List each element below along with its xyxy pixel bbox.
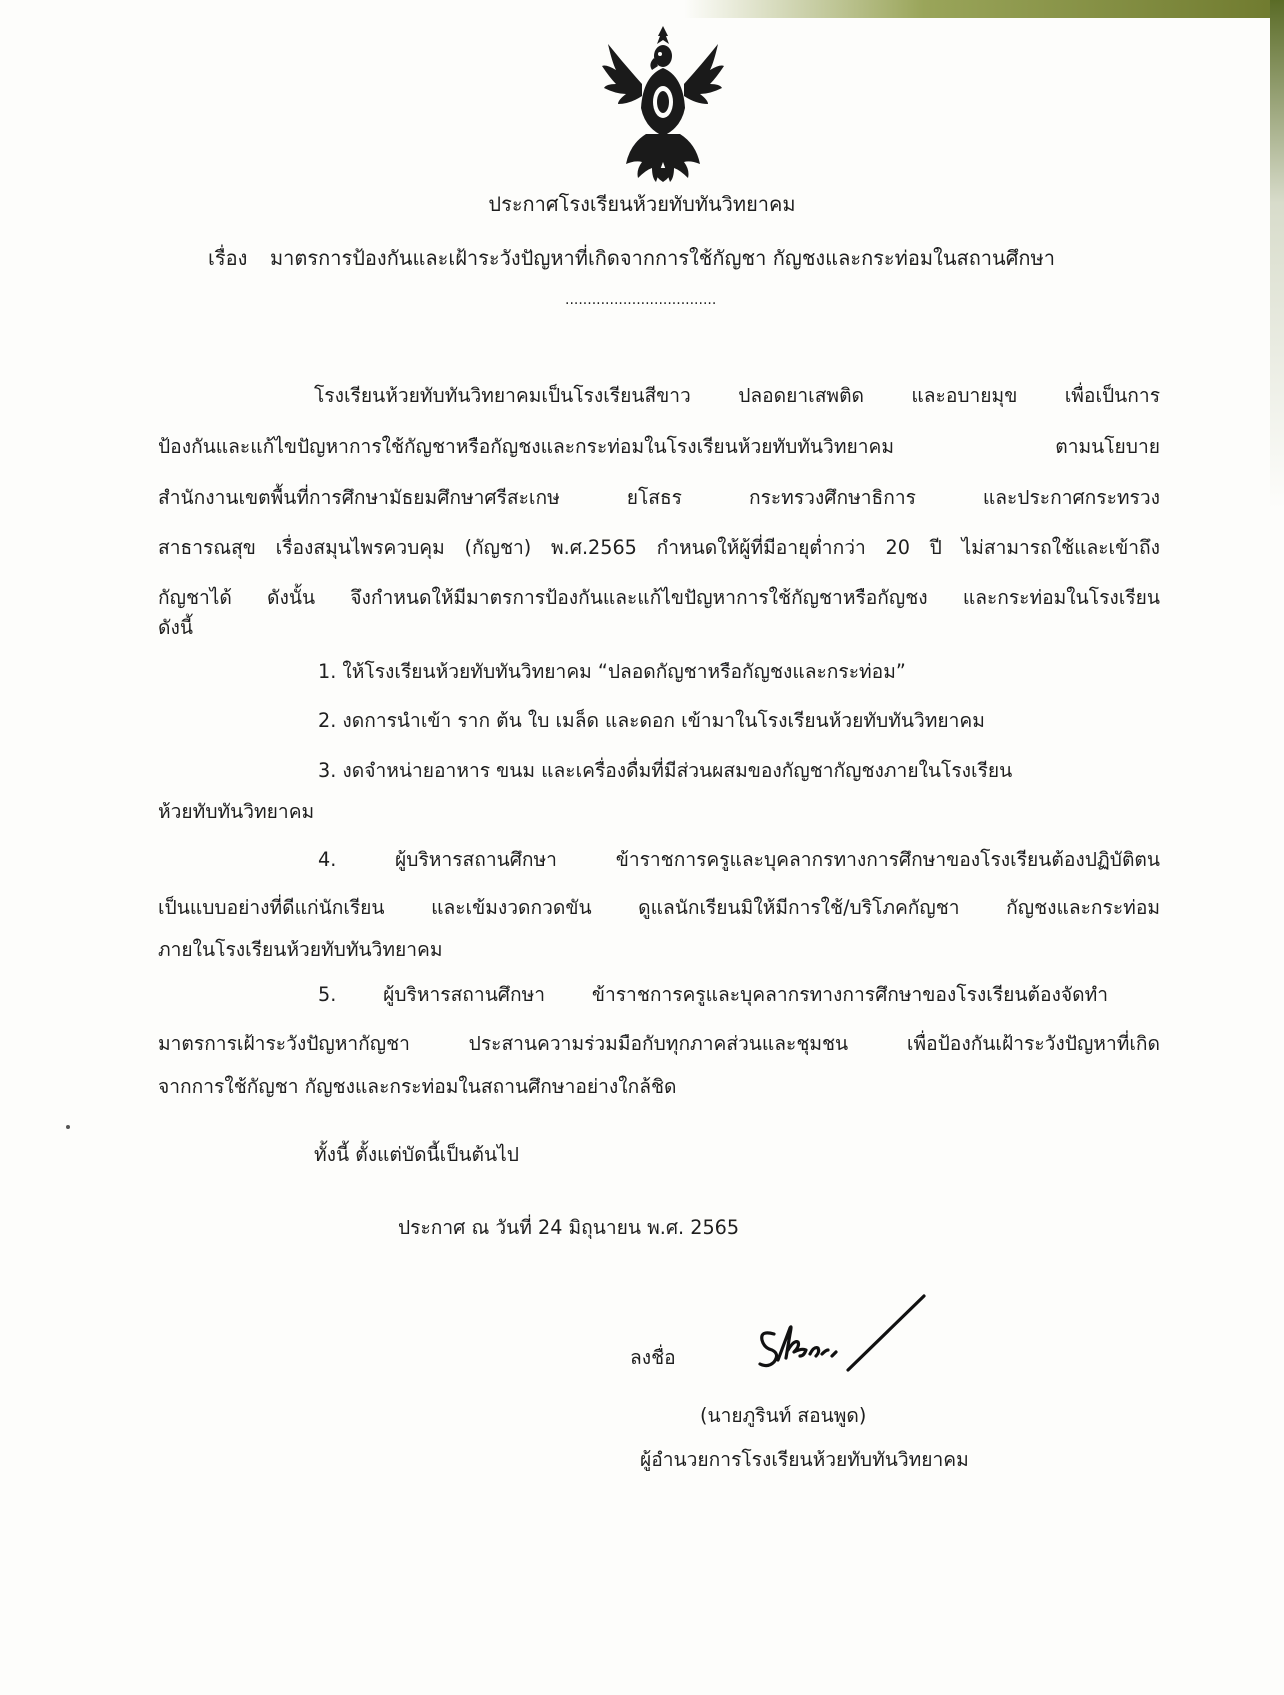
scan-speck [66, 1125, 70, 1129]
intro-line: สำนักงานเขตพื้นที่การศึกษามัธยมศึกษาศรีสะเกษ ยโสธร กระทรวงศึกษาธิการ และประกาศกระทรวง [158, 486, 1160, 509]
measure-item-5: 5. ผู้บริหารสถานศึกษา ข้าราชการครูและบุคลากรทางการศึกษาของโรงเรียนต้องจัดทำ [318, 983, 1108, 1006]
effective-date-text: ทั้งนี้ ตั้งแต่บัดนี้เป็นต้นไป [314, 1143, 519, 1166]
measure-item-4: 4. ผู้บริหารสถานศึกษา ข้าราชการครูและบุคลากรทางการศึกษาของโรงเรียนต้องปฏิบัติตน [318, 848, 1160, 871]
measure-item-1: 1. ให้โรงเรียนห้วยทับทันวิทยาคม “ปลอดกัญชาหรือกัญชงและกระท่อม” [318, 660, 906, 683]
intro-line: โรงเรียนห้วยทับทันวิทยาคมเป็นโรงเรียนสีขาว ปลอดยาเสพติด และอบายมุข เพื่อเป็นการ [314, 384, 1160, 407]
page-title: ประกาศโรงเรียนห้วยทับทันวิทยาคม [488, 192, 796, 216]
announcement-date: ประกาศ ณ วันที่ 24 มิถุนายน พ.ศ. 2565 [398, 1216, 740, 1239]
signer-name: (นายภูรินท์ สอนพูด) [700, 1404, 867, 1427]
measure-item-5-cont: มาตรการเฝ้าระวังปัญหากัญชา ประสานความร่วมมือกับทุกภาคส่วนและชุมชน เพื่อป้องกันเฝ้าระวังปัญหาที่เกิด [158, 1032, 1160, 1055]
intro-line: สาธารณสุข เรื่องสมุนไพรควบคุม (กัญชา) พ.ศ.2565 กำหนดให้ผู้ที่มีอายุต่ำกว่า 20 ปี ไม่สามารถใช้และเข้าถึง [158, 536, 1160, 559]
intro-line: กัญชาได้ ดังนั้น จึงกำหนดให้มีมาตรการป้องกันและแก้ไขปัญหาการใช้กัญชาหรือกัญชง และกระท่อมในโรงเรียน [158, 586, 1160, 609]
intro-line: ป้องกันและแก้ไขปัญหาการใช้กัญชาหรือกัญชงและกระท่อมในโรงเรียนห้วยทับทันวิทยาคม ตามนโยบาย [158, 435, 1160, 458]
subject-text: มาตรการป้องกันและเฝ้าระวังปัญหาที่เกิดจากการใช้กัญชา กัญชงและกระท่อมในสถานศึกษา [270, 246, 1055, 270]
measure-item-4-cont: ภายในโรงเรียนห้วยทับทันวิทยาคม [158, 938, 443, 961]
intro-line: ดังนี้ [158, 616, 193, 639]
title-separator: .................................. [565, 292, 717, 308]
measure-item-3-cont: ห้วยทับทันวิทยาคม [158, 800, 315, 823]
subject-label: เรื่อง [208, 246, 248, 270]
sign-label: ลงชื่อ [630, 1346, 676, 1369]
measure-item-2: 2. งดการนำเข้า ราก ต้น ใบ เมล็ด และดอก เข้ามาในโรงเรียนห้วยทับทันวิทยาคม [318, 709, 985, 732]
measure-item-3: 3. งดจำหน่ายอาหาร ขนม และเครื่องดื่มที่มีส่วนผสมของกัญชากัญชงภายในโรงเรียน [318, 759, 1013, 782]
signer-title: ผู้อำนวยการโรงเรียนห้วยทับทันวิทยาคม [640, 1448, 969, 1471]
measure-item-4-cont: เป็นแบบอย่างที่ดีแก่นักเรียน และเข้มงวดกวดขัน ดูแลนักเรียนมิให้มีการใช้/บริโภคกัญชา กัญชงและกระท่อม [158, 896, 1160, 919]
signature [744, 1290, 934, 1400]
measure-item-5-cont: จากการใช้กัญชา กัญชงและกระท่อมในสถานศึกษาอย่างใกล้ชิด [158, 1075, 677, 1098]
subject-line [208, 248, 1055, 268]
garuda-emblem-icon [600, 22, 726, 198]
scan-edge [684, 0, 1284, 18]
